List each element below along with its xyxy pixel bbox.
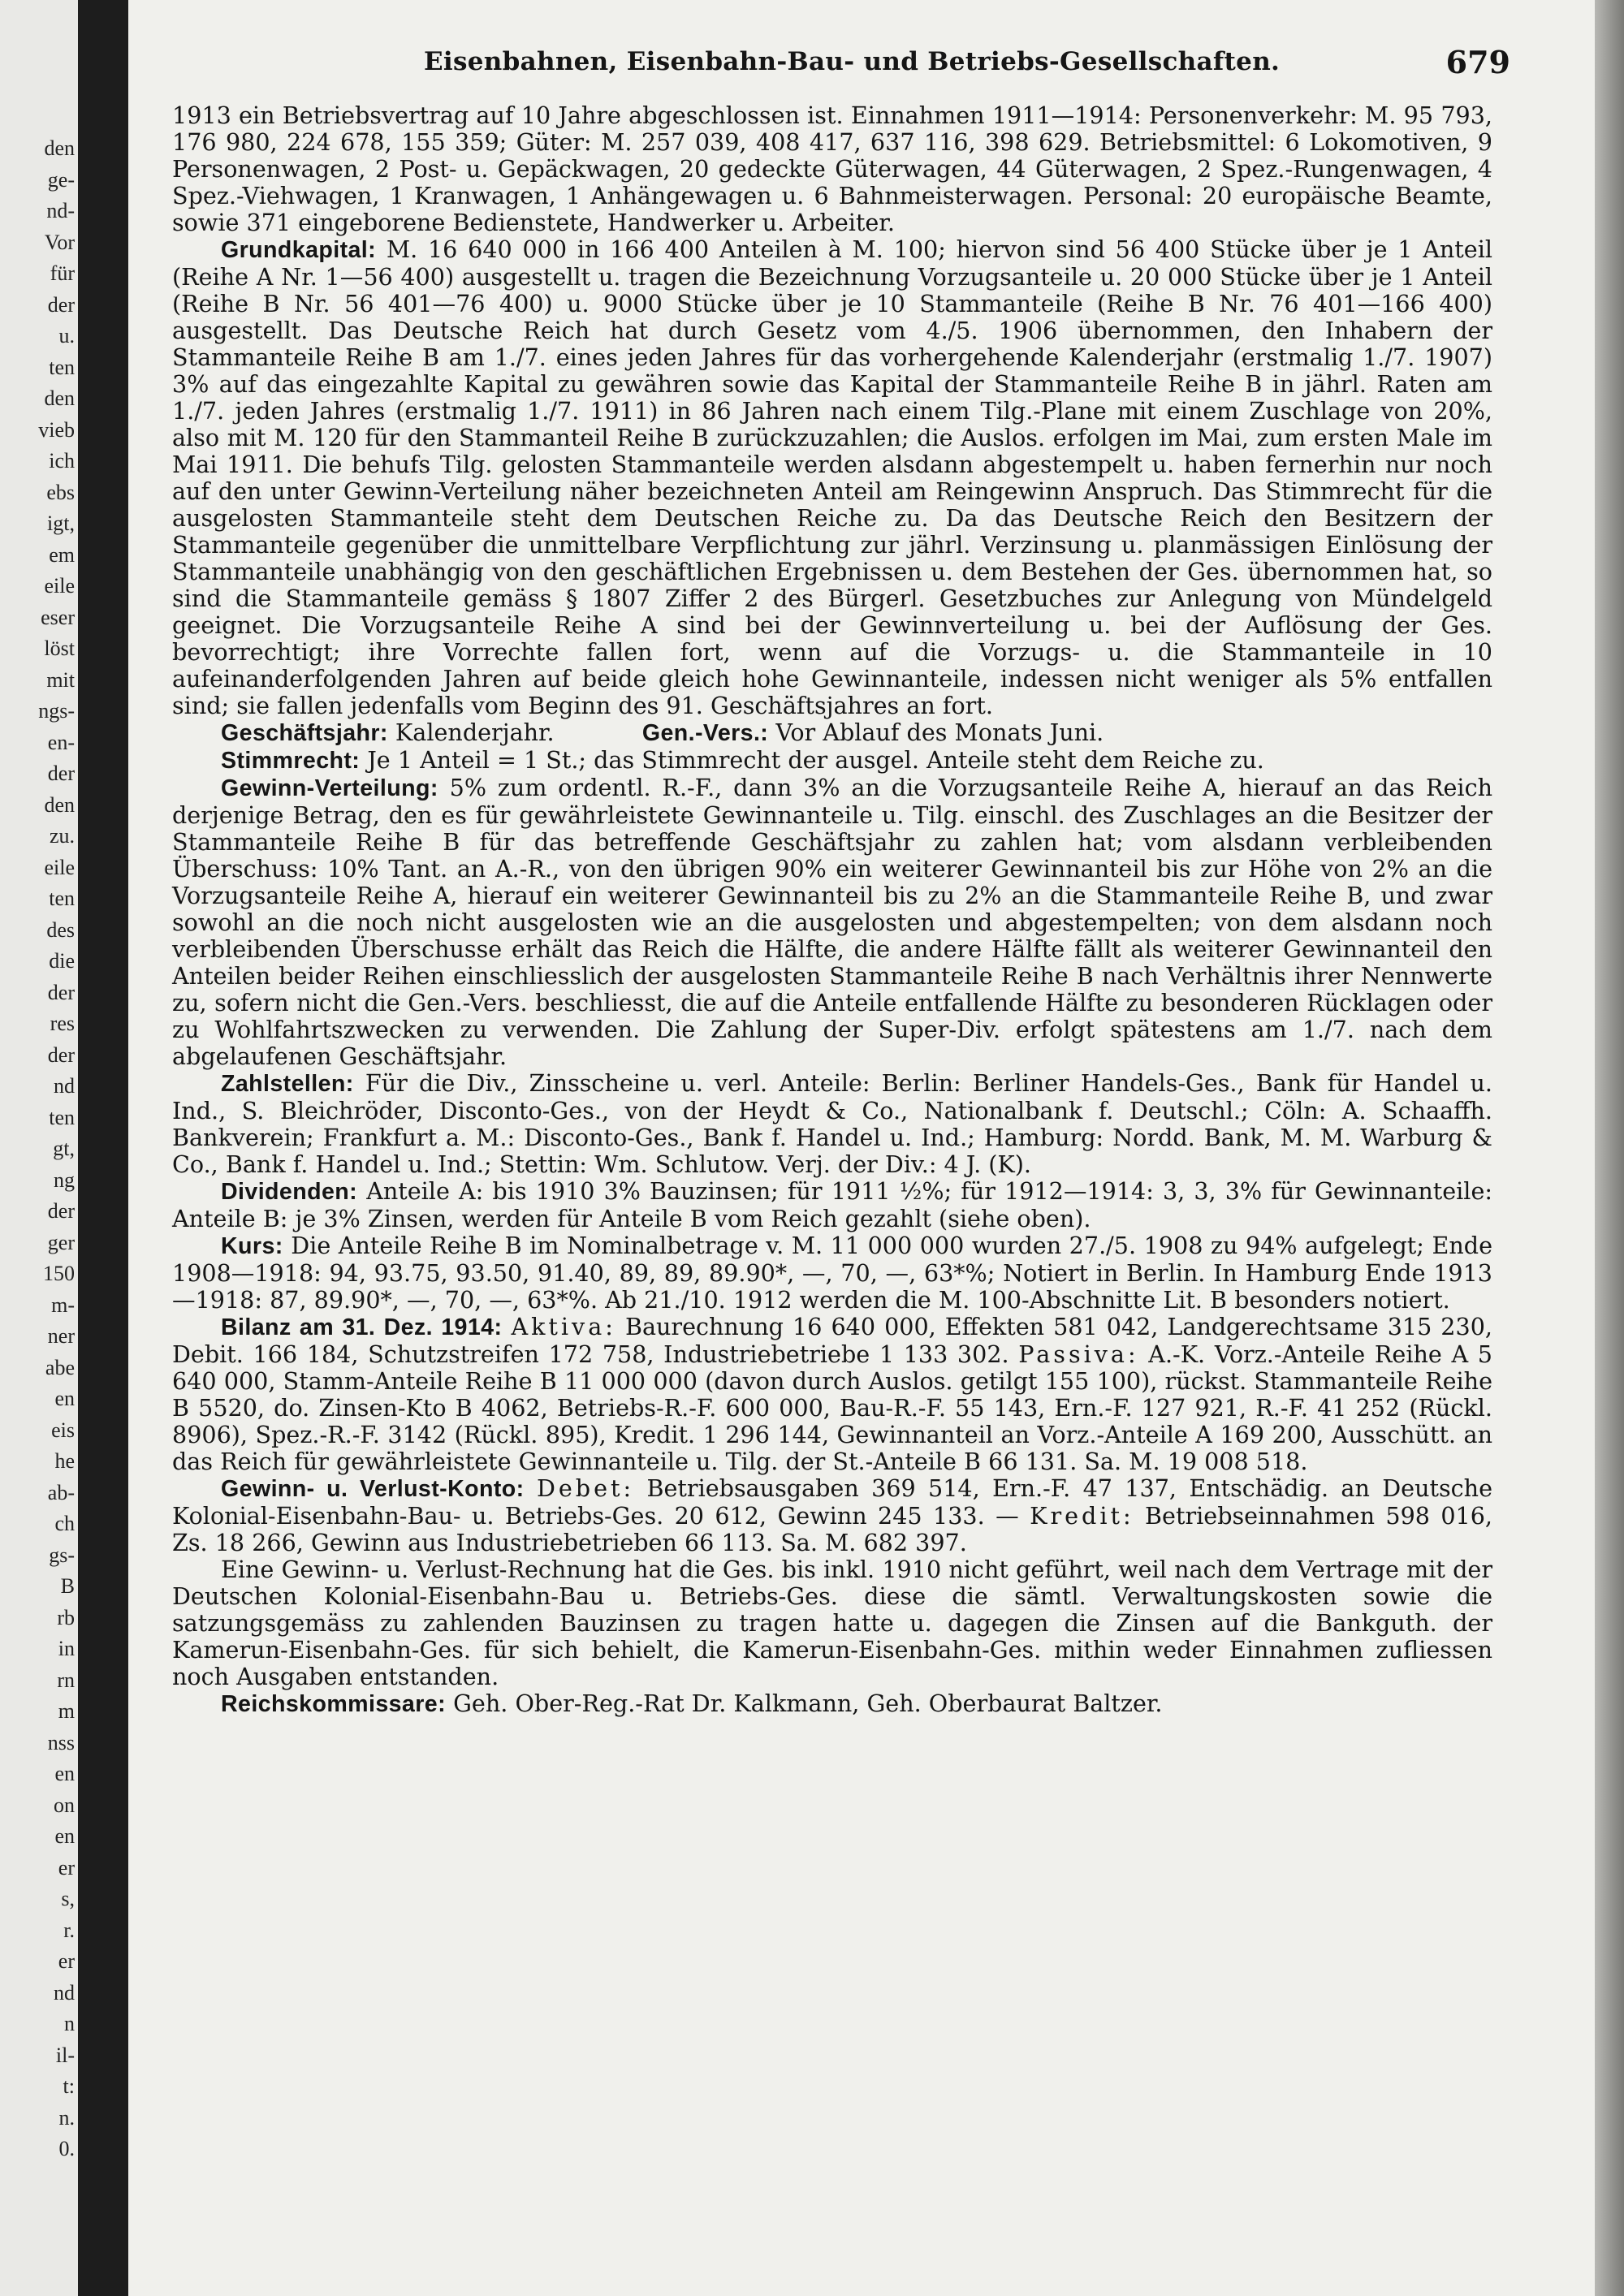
dividenden-paragraph xyxy=(172,1178,1492,1232)
margin-fragment: m- xyxy=(51,1293,75,1317)
margin-fragment: ten xyxy=(49,1105,75,1129)
aktiva-label: Aktiva: xyxy=(511,1313,616,1340)
margin-fragment: die xyxy=(49,949,75,973)
stimmrecht-paragraph xyxy=(172,747,1492,775)
margin-fragment: gs- xyxy=(49,1543,75,1567)
gewinn-verlust-label: Gewinn- u. Verlust-Konto: xyxy=(221,1476,525,1502)
margin-fragment: eis xyxy=(51,1418,75,1442)
previous-page-edge xyxy=(0,0,81,2296)
margin-fragment: r. xyxy=(63,1918,75,1942)
margin-fragment: abe xyxy=(45,1355,75,1379)
margin-fragment: nd xyxy=(54,1074,75,1098)
debet-text: Betriebsausgaben 369 514, Ern.-F. 47 137, Entschädig. an Deutsche Kolonial-Eisenbahn-Bau- u. Betriebs-Ges. 20 612, Gewinn 245 133. — xyxy=(172,1474,1493,1530)
margin-fragment: m xyxy=(58,1699,75,1723)
margin-fragment: B xyxy=(60,1574,75,1598)
margin-fragment: ch xyxy=(54,1512,75,1535)
margin-fragment: löst xyxy=(44,637,75,660)
margin-fragment: en- xyxy=(47,730,75,754)
margin-fragment: er xyxy=(58,1855,75,1880)
reichskommissare-text: Geh. Ober-Reg.-Rat Dr. Kalkmann, Geh. Oberbaurat Baltzer. xyxy=(453,1690,1163,1717)
margin-fragment: res xyxy=(50,1012,75,1035)
margin-fragment: den xyxy=(44,386,75,410)
dividenden-text: Anteile A: bis 1910 3% Bauzinsen; für 1911 ½%; für 1912—1914: 3, 3, 3% für Gewinnanteile: Anteile B: je 3% Zinsen, werden für Anteile B vom Reich gezahlt (siehe oben). xyxy=(172,1177,1492,1232)
margin-fragment: en xyxy=(54,1824,75,1848)
kurs-text: Die Anteile Reihe B im Nominalbetrage v. M. 11 000 000 wurden 27./5. 1908 zu 94% aufgelegt; Ende 1908—1918: 94, 93.75, 93.50, 91.40, 89, 89, 89.90*, —, 70, —, 63*%; Notiert in Berlin. In Hamburg Ende 1913—1918: 87, 89.90*, —, 70, —, 63*%. Ab 21./10. 1912 werden die M. 100-Abschnitte Lit. B besonders notiert. xyxy=(172,1232,1492,1314)
margin-fragment: rn xyxy=(57,1668,75,1692)
margin-fragment: en xyxy=(54,1387,75,1410)
margin-fragment: Vor xyxy=(44,230,75,254)
zahlstellen-label: Zahlstellen: xyxy=(221,1071,354,1097)
margin-fragment: mit xyxy=(46,667,75,692)
gewinn-verlust-paragraph xyxy=(172,1475,1492,1556)
margin-fragment: nd- xyxy=(46,199,75,222)
zahlstellen-paragraph xyxy=(172,1070,1492,1178)
margin-fragment: nss xyxy=(47,1730,75,1754)
margin-fragment: em xyxy=(49,542,75,567)
article-body xyxy=(172,102,1492,1718)
margin-fragment: ng xyxy=(54,1167,75,1192)
reichskommissare-label: Reichskommissare: xyxy=(221,1691,446,1717)
debet-label: Debet: xyxy=(536,1474,635,1502)
margin-fragment: für xyxy=(50,261,75,285)
margin-fragment: eile xyxy=(44,574,75,598)
stimmrecht-text: Je 1 Anteil = 1 St.; das Stimmrecht der ausgel. Anteile steht dem Reiche zu. xyxy=(367,746,1264,774)
margin-fragment: der xyxy=(47,1199,75,1223)
margin-fragment: ten xyxy=(49,355,75,379)
dividenden-label: Dividenden: xyxy=(221,1179,358,1205)
margin-fragment: der xyxy=(47,980,75,1004)
margin-fragment: den xyxy=(44,792,75,817)
zahlstellen-text: Für die Div., Zinsscheine u. verl. Anteile: Berlin: Berliner Handels-Ges., Bank für Handel u. Ind., S. Bleichröder, Disconto-Ges., von der Heydt & Co., Nationalbank f. Deutschl.; Cöln: A. Schaaffh. Bankverein; Frankfurt a. M.: Disconto-Ges., Bank f. Handel u. Ind.; Hamburg: Nordd. Bank, M. M. Warburg & Co., Bank f. Handel u. Ind.; Stettin: Wm. Schlutow. Verj. der Div.: 4 J. (K). xyxy=(172,1069,1492,1178)
gewinnverteilung-paragraph xyxy=(172,775,1492,1070)
margin-fragment: nd xyxy=(54,1980,75,2005)
geschaeftsjahr-label: Geschäftsjahr: xyxy=(221,720,388,746)
margin-fragment: on xyxy=(54,1793,75,1817)
margin-fragment: t: xyxy=(63,2074,75,2098)
page-edge-shadow xyxy=(1595,0,1624,2296)
kurs-label: Kurs: xyxy=(221,1233,283,1259)
grundkapital-paragraph xyxy=(172,236,1492,719)
margin-fragment: ab- xyxy=(47,1480,75,1504)
note-paragraph: Eine Gewinn- u. Verlust-Rechnung hat die Ges. bis inkl. 1910 nicht geführt, weil nach dem Vertrage mit der Deutschen Kolonial-Eisenbahn-Bau u. Betriebs-Ges. diese die sämtl. Verwaltungskosten sowie die satzungsgemäss zu zahlenden Bauzinsen zu tragen hatte u. dagegen die Zinsen auf die Bankguth. der Kamerun-Eisenbahn-Ges. für sich behielt, die Kamerun-Eisenbahn-Ges. mithin weder Einnahmen zufliessen noch Ausgaben entstanden. xyxy=(172,1556,1492,1690)
page-header xyxy=(294,44,1510,80)
running-head: Eisenbahnen, Eisenbahn-Bau- und Betriebs-Gesellschaften. xyxy=(424,47,1281,76)
margin-fragment: n xyxy=(64,2012,75,2035)
margin-fragment: ich xyxy=(49,449,75,473)
margin-fragment: ner xyxy=(47,1324,75,1348)
margin-fragment: gt, xyxy=(53,1137,75,1160)
margin-fragment: il- xyxy=(55,2043,75,2067)
margin-fragment: rb xyxy=(57,1605,75,1629)
margin-fragment: ge- xyxy=(47,167,75,192)
generalversammlung-label: Gen.-Vers.: xyxy=(641,720,769,746)
reichskommissare-paragraph xyxy=(172,1690,1492,1718)
margin-fragment: des xyxy=(46,917,75,942)
margin-fragment: den xyxy=(44,136,75,160)
bilanz-paragraph xyxy=(172,1314,1492,1475)
margin-fragment: u. xyxy=(58,324,75,347)
margin-fragment: der xyxy=(47,762,75,785)
intro-paragraph: 1913 ein Betriebsvertrag auf 10 Jahre abgeschlossen ist. Einnahmen 1911—1914: Personenverkehr: M. 95 793, 176 980, 224 678, 155 359; Güter: M. 257 039, 408 417, 637 116, 398 629. Betriebsmittel: 6 Lokomotiven, 9 Personenwagen, 2 Post- u. Gepäckwagen, 20 gedeckte Güterwagen, 44 Güterwagen, 2 Spez.-Rungenwagen, 4 Spez.-Viehwagen, 1 Kranwagen, 1 Anhängewagen u. 6 Bahnmeisterwagen. Personal: 20 europäische Beamte, sowie 371 eingeborene Bedienstete, Handwerker u. Arbeiter. xyxy=(172,101,1492,236)
margin-fragment: 150 xyxy=(43,1262,75,1285)
geschaeftsjahr-text: Kalenderjahr. xyxy=(395,719,555,746)
margin-fragment: der xyxy=(47,1042,75,1067)
margin-fragment: he xyxy=(54,1449,75,1473)
margin-fragment: ngs- xyxy=(38,699,75,723)
book-gutter xyxy=(78,0,128,2296)
kredit-text: Betriebseinnahmen 598 016, Zs. 18 266, Gewinn aus Industriebetrieben 66 113. Sa. M. 682 397. xyxy=(172,1502,1493,1556)
margin-fragment: eile xyxy=(44,855,75,879)
margin-fragment: zu. xyxy=(49,824,75,848)
grundkapital-label: Grundkapital: xyxy=(221,237,377,263)
kredit-label: Kredit: xyxy=(1030,1502,1134,1530)
gewinnverteilung-text: 5% zum ordentl. R.-F., dann 3% an die Vorzugsanteile Reihe A, hierauf an das Reich derjenige Betrag, den es für gewährleistete Gewinnanteile u. Tilg. einschl. des Zuschlages an die Besitzer der Stammanteile Reihe B für das betreffende Geschäftsjahr zu zahlen hat; vom alsdann verbleibenden Überschuss: 10% Tant. an A.-R., von den übrigen 90% ein weiterer Gewinnanteil bis zur Höhe von 2% an die Vorzugsanteile Reihe A, hierauf ein weiterer Gewinnanteil bis zu 2% an die Stammanteile Reihe B, und zwar sowohl an die noch nicht ausgelosten wie an die ausgelosten und abgestempelten; von dem alsdann noch verbleibenden Überschusse erhält das Reich die Hälfte, die andere Hälfte fällt als weiterer Gewinnanteil den Anteilen beider Reihen einschliesslich der ausgelosten Stammanteile Reihe B nach Verhältnis ihrer Nennwerte zu, sofern nicht die Gen.-Vers. beschliesst, die auf die Anteile entfallende Hälfte zu besonderen Rücklagen oder zu Wohlfahrtszwecken zu verwenden. Die Zahlung der Super-Div. erfolgt spätestens am 1./7. nach dem abgelaufenen Geschäftsjahr. xyxy=(172,774,1492,1070)
passiva-text: A.-K. Vorz.-Anteile Reihe A 5 640 000, Stamm-Anteile Reihe B 11 000 000 (davon durch Auslos. getilgt 155 100), rückst. Stammanteile Reihe B 5520, do. Zinsen-Kto B 4062, Betriebs-R.-F. 600 000, Bau-R.-F. 55 143, Ern.-F. 127 921, R.-F. 41 252 (Rückl. 8906), Spez.-R.-F. 3142 (Rückl. 895), Kredit. 1 296 144, Gewinnanteil an Vorz.-Anteile A 169 200, Ausschütt. an das Reich für gewährleistete Gewinnanteile u. Tilg. der St.-Anteile B 66 131. Sa. M. 19 008 518. xyxy=(172,1340,1492,1475)
bilanz-label: Bilanz am 31. Dez. 1914: xyxy=(221,1314,503,1340)
kurs-paragraph xyxy=(172,1232,1492,1314)
margin-fragment: ebs xyxy=(46,480,75,504)
generalversammlung-text: Vor Ablauf des Monats Juni. xyxy=(775,719,1104,746)
margin-fragment: s, xyxy=(61,1887,75,1910)
grundkapital-text: M. 16 640 000 in 166 400 Anteilen à M. 100; hiervon sind 56 400 Stücke über je 1 Anteil (Reihe A Nr. 1—56 400) ausgestellt u. tragen die Bezeichnung Vorzugsanteile u. 20 000 Stücke über je 1 Anteil (Reihe B Nr. 56 401—76 400) u. 9000 Stücke über je 10 Stammanteile (Reihe B Nr. 76 401—166 400) ausgestellt. Das Deutsche Reich hat durch Gesetz vom 4./5. 1906 übernommen, den Inhabern der Stammanteile Reihe B am 1./7. eines jeden Jahres für das vorhergehende Kalenderjahr (erstmalig 1./7. 1907) 3% auf das eingezahlte Kapital zu gewähren sowie das Kapital der Stammanteile Reihe B in jährl. Raten am 1./7. jeden Jahres (erstmalig 1./7. 1911) in 86 Jahren nach einem Tilg.-Plane mit einem Zuschlage von 20%, also mit M. 120 für den Stammanteil Reihe B zurückzuzahlen; die Auslos. erfolgen im Mai, zum ersten Male im Mai 1911. Die behufs Tilg. gelosten Stammanteile werden alsdann abgestempelt u. haben fernerhin nur noch auf den unter Gewinn-Verteilung näher bezeichneten Anteil am Reingewinn Anspruch. Das Stimmrecht für die ausgelosten Stammanteile steht dem Deutschen Reiche zu. Da das Deutsche Reich den Besitzern der Stammanteile gegenüber die unmittelbare Verpflichtung zur jährl. Verzinsung u. planmässigen Einlösung der Stammanteile unabhängig von den geschäftlichen Ergebnissen u. dem Bestehen der Ges. übernommen hat, so sind die Stammanteile gemäss § 1807 Ziffer 2 des Bürgerl. Gesetzbuches zur Anlegung von Mündelgeld geeignet. Die Vorzugsanteile Reihe A sind bei der Gewinnverteilung u. bei der Auflösung der Ges. bevorrechtigt; ihre Vorrechte fallen fort, wenn auf die Vorzugs- u. die Stammanteile in 10 aufeinanderfolgenden Jahren auf beide gleich hohe Gewinnanteile, indessen nicht weniger als 5% entfallen sind; sie fallen jedenfalls vom Beginn des 91. Geschäftsjahres an fort. xyxy=(172,235,1493,719)
margin-fragment: er xyxy=(58,1949,75,1973)
margin-fragment: eser xyxy=(41,605,75,629)
margin-fragment: ten xyxy=(49,887,75,910)
margin-fragment: n. xyxy=(58,2105,75,2130)
margin-fragment: en xyxy=(54,1762,75,1785)
aktiva-text: Baurechnung 16 640 000, Effekten 581 042, Landgerechtsame 315 230, Debit. 166 184, Schutzstreifen 172 758, Industriebetriebe 1 133 302. xyxy=(172,1313,1492,1368)
margin-fragment: igt, xyxy=(47,511,75,535)
page-number: 679 xyxy=(1445,44,1510,80)
margin-fragment: vieb xyxy=(38,417,75,442)
passiva-label: Passiva: xyxy=(1018,1340,1139,1368)
geschaeftsjahr-paragraph xyxy=(172,719,1492,747)
margin-fragment: 0. xyxy=(58,2137,75,2160)
margin-fragment: der xyxy=(47,292,75,317)
margin-fragment: ger xyxy=(47,1230,75,1254)
gewinnverteilung-label: Gewinn-Verteilung: xyxy=(221,775,438,801)
margin-fragment: in xyxy=(58,1637,75,1660)
stimmrecht-label: Stimmrecht: xyxy=(221,748,361,774)
